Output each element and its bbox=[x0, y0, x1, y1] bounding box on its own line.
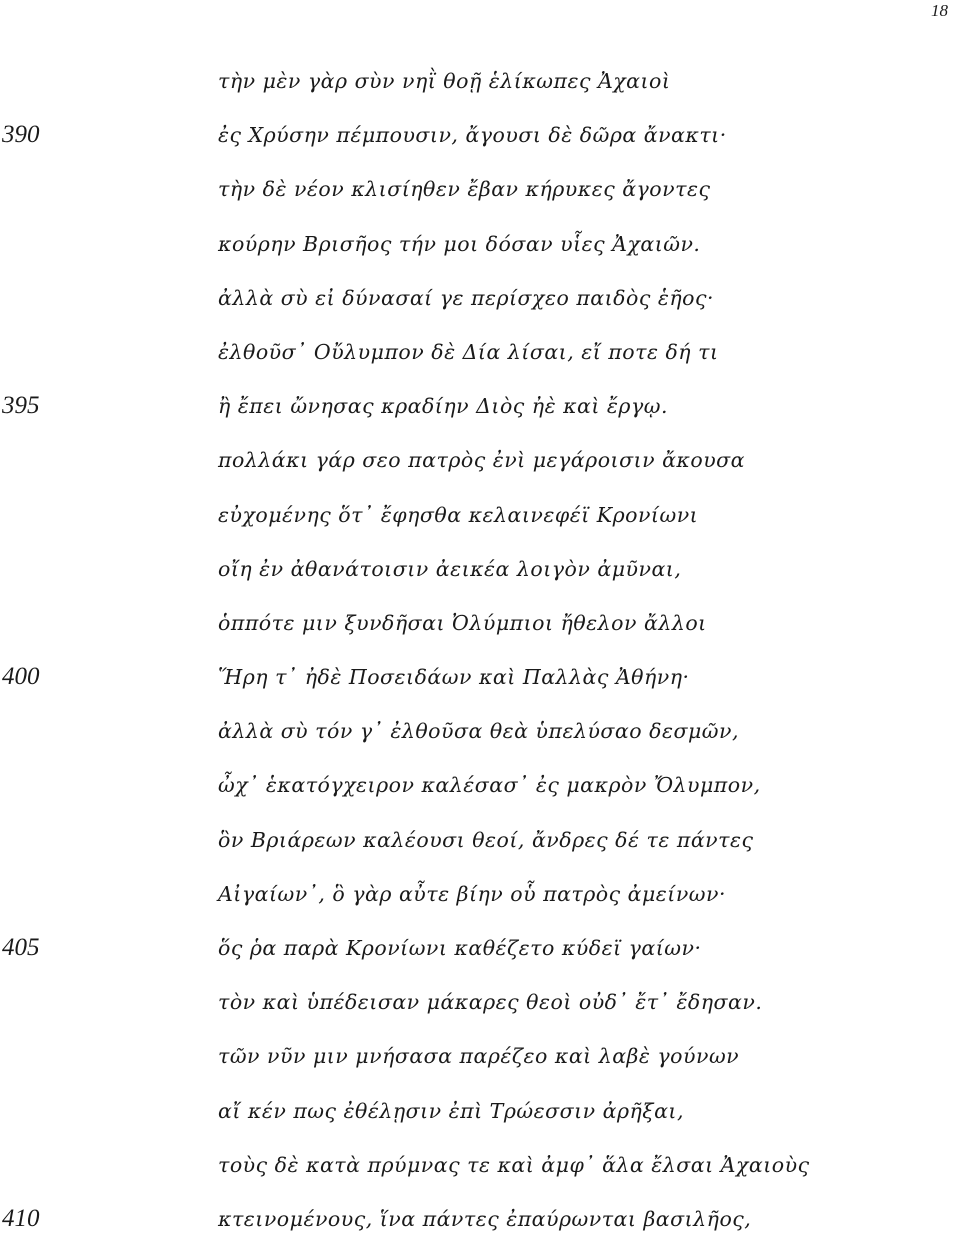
verse-line bbox=[0, 870, 960, 924]
verse-line bbox=[0, 436, 960, 490]
verse-text: ἐς Χρύσην πέμπουσιν, ἄγουσι δὲ δῶρα ἄνακτι· bbox=[218, 123, 727, 148]
verse-text: ἀλλὰ σὺ εἰ δύνασαί γε περίσχεο παιδὸς ἑῆος· bbox=[218, 285, 714, 310]
verse-text: ὦχ᾽ ἑκατόγχειρον καλέσασ᾽ ἐς μακρὸν Ὄλυμπον, bbox=[218, 773, 761, 798]
poem bbox=[0, 57, 960, 1249]
verse-text: οἴη ἐν ἀθανάτοισιν ἀεικέα λοιγὸν ἀμῦναι, bbox=[218, 556, 682, 581]
verse-text: πολλάκι γάρ σεο πατρὸς ἐνὶ μεγάροισιν ἄκουσα bbox=[218, 448, 746, 473]
verse-line bbox=[0, 111, 960, 165]
verse-text: τὴν δὲ νέον κλισίηθεν ἔβαν κήρυκες ἄγοντες bbox=[218, 177, 711, 202]
verse-text: ὅς ῥα παρὰ Κρονίωνι καθέζετο κύδεϊ γαίων· bbox=[218, 936, 702, 960]
verse-text: τοὺς δὲ κατὰ πρύμνας τε καὶ ἀμφ᾽ ἅλα ἔλσαι Ἀχαιοὺς bbox=[218, 1152, 810, 1177]
verse-line bbox=[0, 220, 960, 274]
line-number: 405 bbox=[2, 934, 40, 961]
verse-line bbox=[0, 707, 960, 761]
line-number: 400 bbox=[2, 663, 40, 691]
verse-line bbox=[0, 165, 960, 219]
verse-text: αἴ κέν πως ἐθέλῃσιν ἐπὶ Τρώεσσιν ἀρῆξαι, bbox=[218, 1098, 684, 1123]
verse-line bbox=[0, 653, 960, 707]
verse-line bbox=[0, 1032, 960, 1086]
line-number: 410 bbox=[2, 1204, 40, 1232]
verse-line bbox=[0, 491, 960, 545]
verse-line bbox=[0, 1195, 960, 1249]
verse-line bbox=[0, 1087, 960, 1141]
verse-text: ἀλλὰ σὺ τόν γ᾽ ἐλθοῦσα θεὰ ὑπελύσαο δεσμῶν, bbox=[218, 719, 739, 744]
verse-line bbox=[0, 599, 960, 653]
verse-line bbox=[0, 761, 960, 815]
verse-line bbox=[0, 274, 960, 328]
verse-text: Αἰγαίων᾽, ὃ γὰρ αὖτε βίην οὗ πατρὸς ἀμείνων· bbox=[218, 881, 727, 906]
verse-line bbox=[0, 978, 960, 1032]
page-number: 18 bbox=[931, 1, 948, 20]
verse-text: τὴν μὲν γὰρ σὺν νηῒ θοῇ ἑλίκωπες Ἀχαιοὶ bbox=[218, 69, 671, 93]
verse-text: ὃν Βριάρεων καλέουσι θεοί, ἄνδρες δέ τε πάντες bbox=[218, 827, 754, 852]
line-number: 390 bbox=[2, 121, 40, 149]
verse-text: ὁππότε μιν ξυνδῆσαι Ὀλύμπιοι ἤθελον ἄλλοι bbox=[218, 610, 707, 635]
verse-text: κούρην Βρισῆος τήν μοι δόσαν υἷες Ἀχαιῶν. bbox=[218, 231, 701, 256]
verse-text: εὐχομένης ὅτ᾽ ἔφησθα κελαινεφέϊ Κρονίωνι bbox=[218, 502, 699, 527]
verse-text: ἢ ἔπει ὤνησας κραδίην Διὸς ἠὲ καὶ ἔργῳ. bbox=[218, 394, 668, 419]
verse-line bbox=[0, 545, 960, 599]
verse-line bbox=[0, 924, 960, 978]
verse-line bbox=[0, 816, 960, 870]
verse-line bbox=[0, 382, 960, 436]
verse-line bbox=[0, 328, 960, 382]
verse-text: κτεινομένους, ἵνα πάντες ἐπαύρωνται βασιλῆος, bbox=[218, 1206, 752, 1231]
verse-line bbox=[0, 57, 960, 111]
verse-text: τὸν καὶ ὑπέδεισαν μάκαρες θεοὶ οὐδ᾽ ἔτ᾽ ἔδησαν. bbox=[218, 990, 763, 1015]
verse-text: Ἥρη τ᾽ ἠδὲ Ποσειδάων καὶ Παλλὰς Ἀθήνη· bbox=[218, 665, 690, 690]
verse-line bbox=[0, 1141, 960, 1195]
verse-text: ἐλθοῦσ᾽ Οὔλυμπον δὲ Δία λίσαι, εἴ ποτε δή τι bbox=[218, 339, 719, 364]
line-number: 395 bbox=[2, 392, 40, 420]
verse-text: τῶν νῦν μιν μνήσασα παρέζεο καὶ λαβὲ γούνων bbox=[218, 1044, 740, 1069]
